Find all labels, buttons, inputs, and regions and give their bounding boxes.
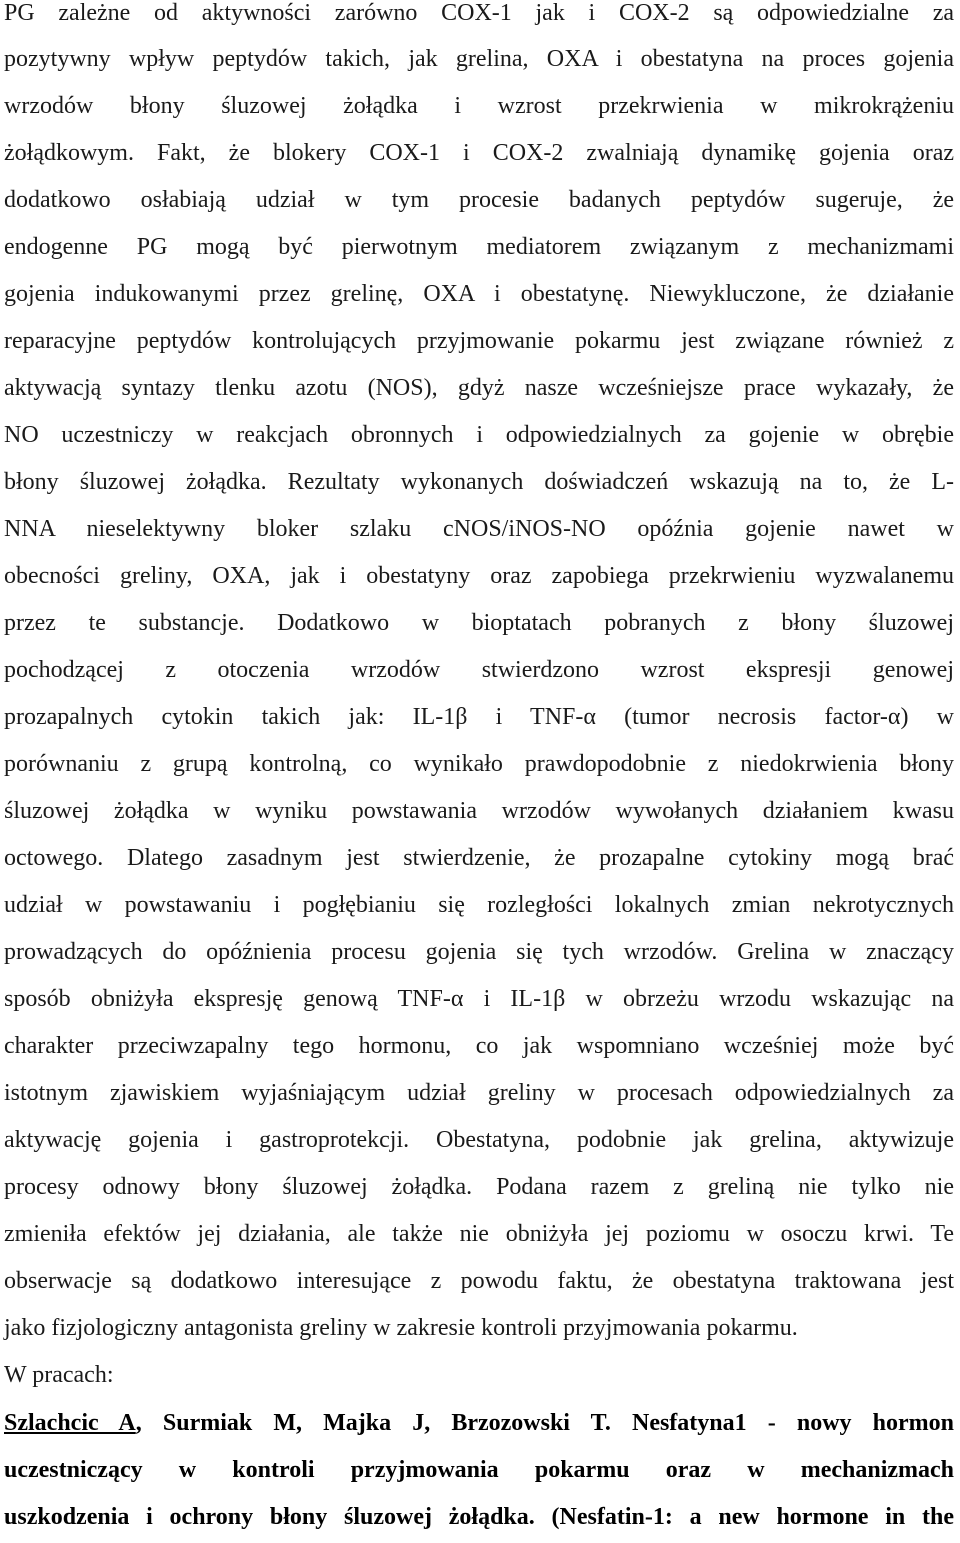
paragraph-line: pochodzącej z otoczenia wrzodów stwierdzono wzrost ekspresji genowej [4, 657, 954, 683]
paragraph-line: porównaniu z grupą kontrolną, co wynikało prawdopodobnie z niedokrwienia błony [4, 751, 954, 777]
paragraph-line: udział w powstawaniu i pogłębianiu się rozległości lokalnych zmian nekrotycznych [4, 892, 954, 918]
paragraph-line: prowadzących do opóźnienia procesu gojenia się tych wrzodów. Grelina w znaczący [4, 939, 954, 965]
paragraph-line: pozytywny wpływ peptydów takich, jak grelina, OXA i obestatyna na proces gojenia [4, 46, 954, 72]
paragraph-line: błony śluzowej żołądka. Rezultaty wykonanych doświadczeń wskazują na to, że L- [4, 469, 954, 495]
publications-heading: W pracach: [4, 1362, 114, 1388]
paragraph-line: aktywację gojenia i gastroprotekcji. Obestatyna, podobnie jak grelina, aktywizuje [4, 1127, 954, 1153]
paragraph-line: dodatkowo osłabiają udział w tym procesie badanych peptydów sugeruje, że [4, 187, 954, 213]
paragraph-line: obserwacje są dodatkowo interesujące z powodu faktu, że obestatyna traktowana jest [4, 1268, 954, 1294]
paragraph-line: obecności greliny, OXA, jak i obestatyny oraz zapobiega przekrwieniu wyzwalanemu [4, 563, 954, 589]
paragraph-line: przez te substancje. Dodatkowo w bioptatach pobranych z błony śluzowej [4, 610, 954, 636]
paragraph-line: PG zależne od aktywności zarówno COX-1 jak i COX-2 są odpowiedzialne za [4, 0, 954, 26]
paragraph-line: żołądkowym. Fakt, że blokery COX-1 i COX-2 zwalniają dynamikę gojenia oraz [4, 140, 954, 166]
paragraph-line: jako fizjologiczny antagonista greliny w zakresie kontroli przyjmowania pokarmu. [4, 1315, 798, 1341]
paragraph-line: zmieniła efektów jej działania, ale także nie obniżyła jej poziomu w osoczu krwi. Te [4, 1221, 954, 1247]
publication-line: uczestniczący w kontroli przyjmowania pokarmu oraz w mechanizmach [4, 1457, 954, 1483]
paragraph-line: aktywacją syntazy tlenku azotu (NOS), gdyż nasze wcześniejsze prace wykazały, że [4, 375, 954, 401]
paragraph-line: procesy odnowy błony śluzowej żołądka. Podana razem z greliną nie tylko nie [4, 1174, 954, 1200]
paragraph-line: wrzodów błony śluzowej żołądka i wzrost przekrwienia w mikrokrążeniu [4, 93, 954, 119]
paragraph-line: octowego. Dlatego zasadnym jest stwierdzenie, że prozapalne cytokiny mogą brać [4, 845, 954, 871]
publication-line [4, 1406, 954, 1440]
first-author: Szlachcic A [4, 1410, 136, 1436]
publication-title-part: , Surmiak M, Majka J, Brzozowski T. Nesfatyna1 - nowy hormon [135, 1410, 954, 1436]
publication-line: uszkodzenia i ochrony błony śluzowej żołądka. (Nesfatin-1: a new hormone in the [4, 1504, 954, 1530]
paragraph-line: endogenne PG mogą być pierwotnym mediatorem związanym z mechanizmami [4, 234, 954, 260]
paragraph-line: śluzowej żołądka w wyniku powstawania wrzodów wywołanych działaniem kwasu [4, 798, 954, 824]
paragraph-line: istotnym zjawiskiem wyjaśniającym udział greliny w procesach odpowiedzialnych za [4, 1080, 954, 1106]
paragraph-line: charakter przeciwzapalny tego hormonu, co jak wspomniano wcześniej może być [4, 1033, 954, 1059]
paragraph-line: sposób obniżyła ekspresję genową TNF-α i IL-1β w obrzeżu wrzodu wskazując na [4, 986, 954, 1012]
paragraph-line: prozapalnych cytokin takich jak: IL-1β i TNF-α (tumor necrosis factor-α) w [4, 704, 954, 730]
paragraph-line: reparacyjne peptydów kontrolujących przyjmowanie pokarmu jest związane również z [4, 328, 954, 354]
paragraph-line: NNA nieselektywny bloker szlaku cNOS/iNOS-NO opóźnia gojenie nawet w [4, 516, 954, 542]
paragraph-line: gojenia indukowanymi przez grelinę, OXA i obestatynę. Niewykluczone, że działanie [4, 281, 954, 307]
paragraph-line: NO uczestniczy w reakcjach obronnych i odpowiedzialnych za gojenie w obrębie [4, 422, 954, 448]
